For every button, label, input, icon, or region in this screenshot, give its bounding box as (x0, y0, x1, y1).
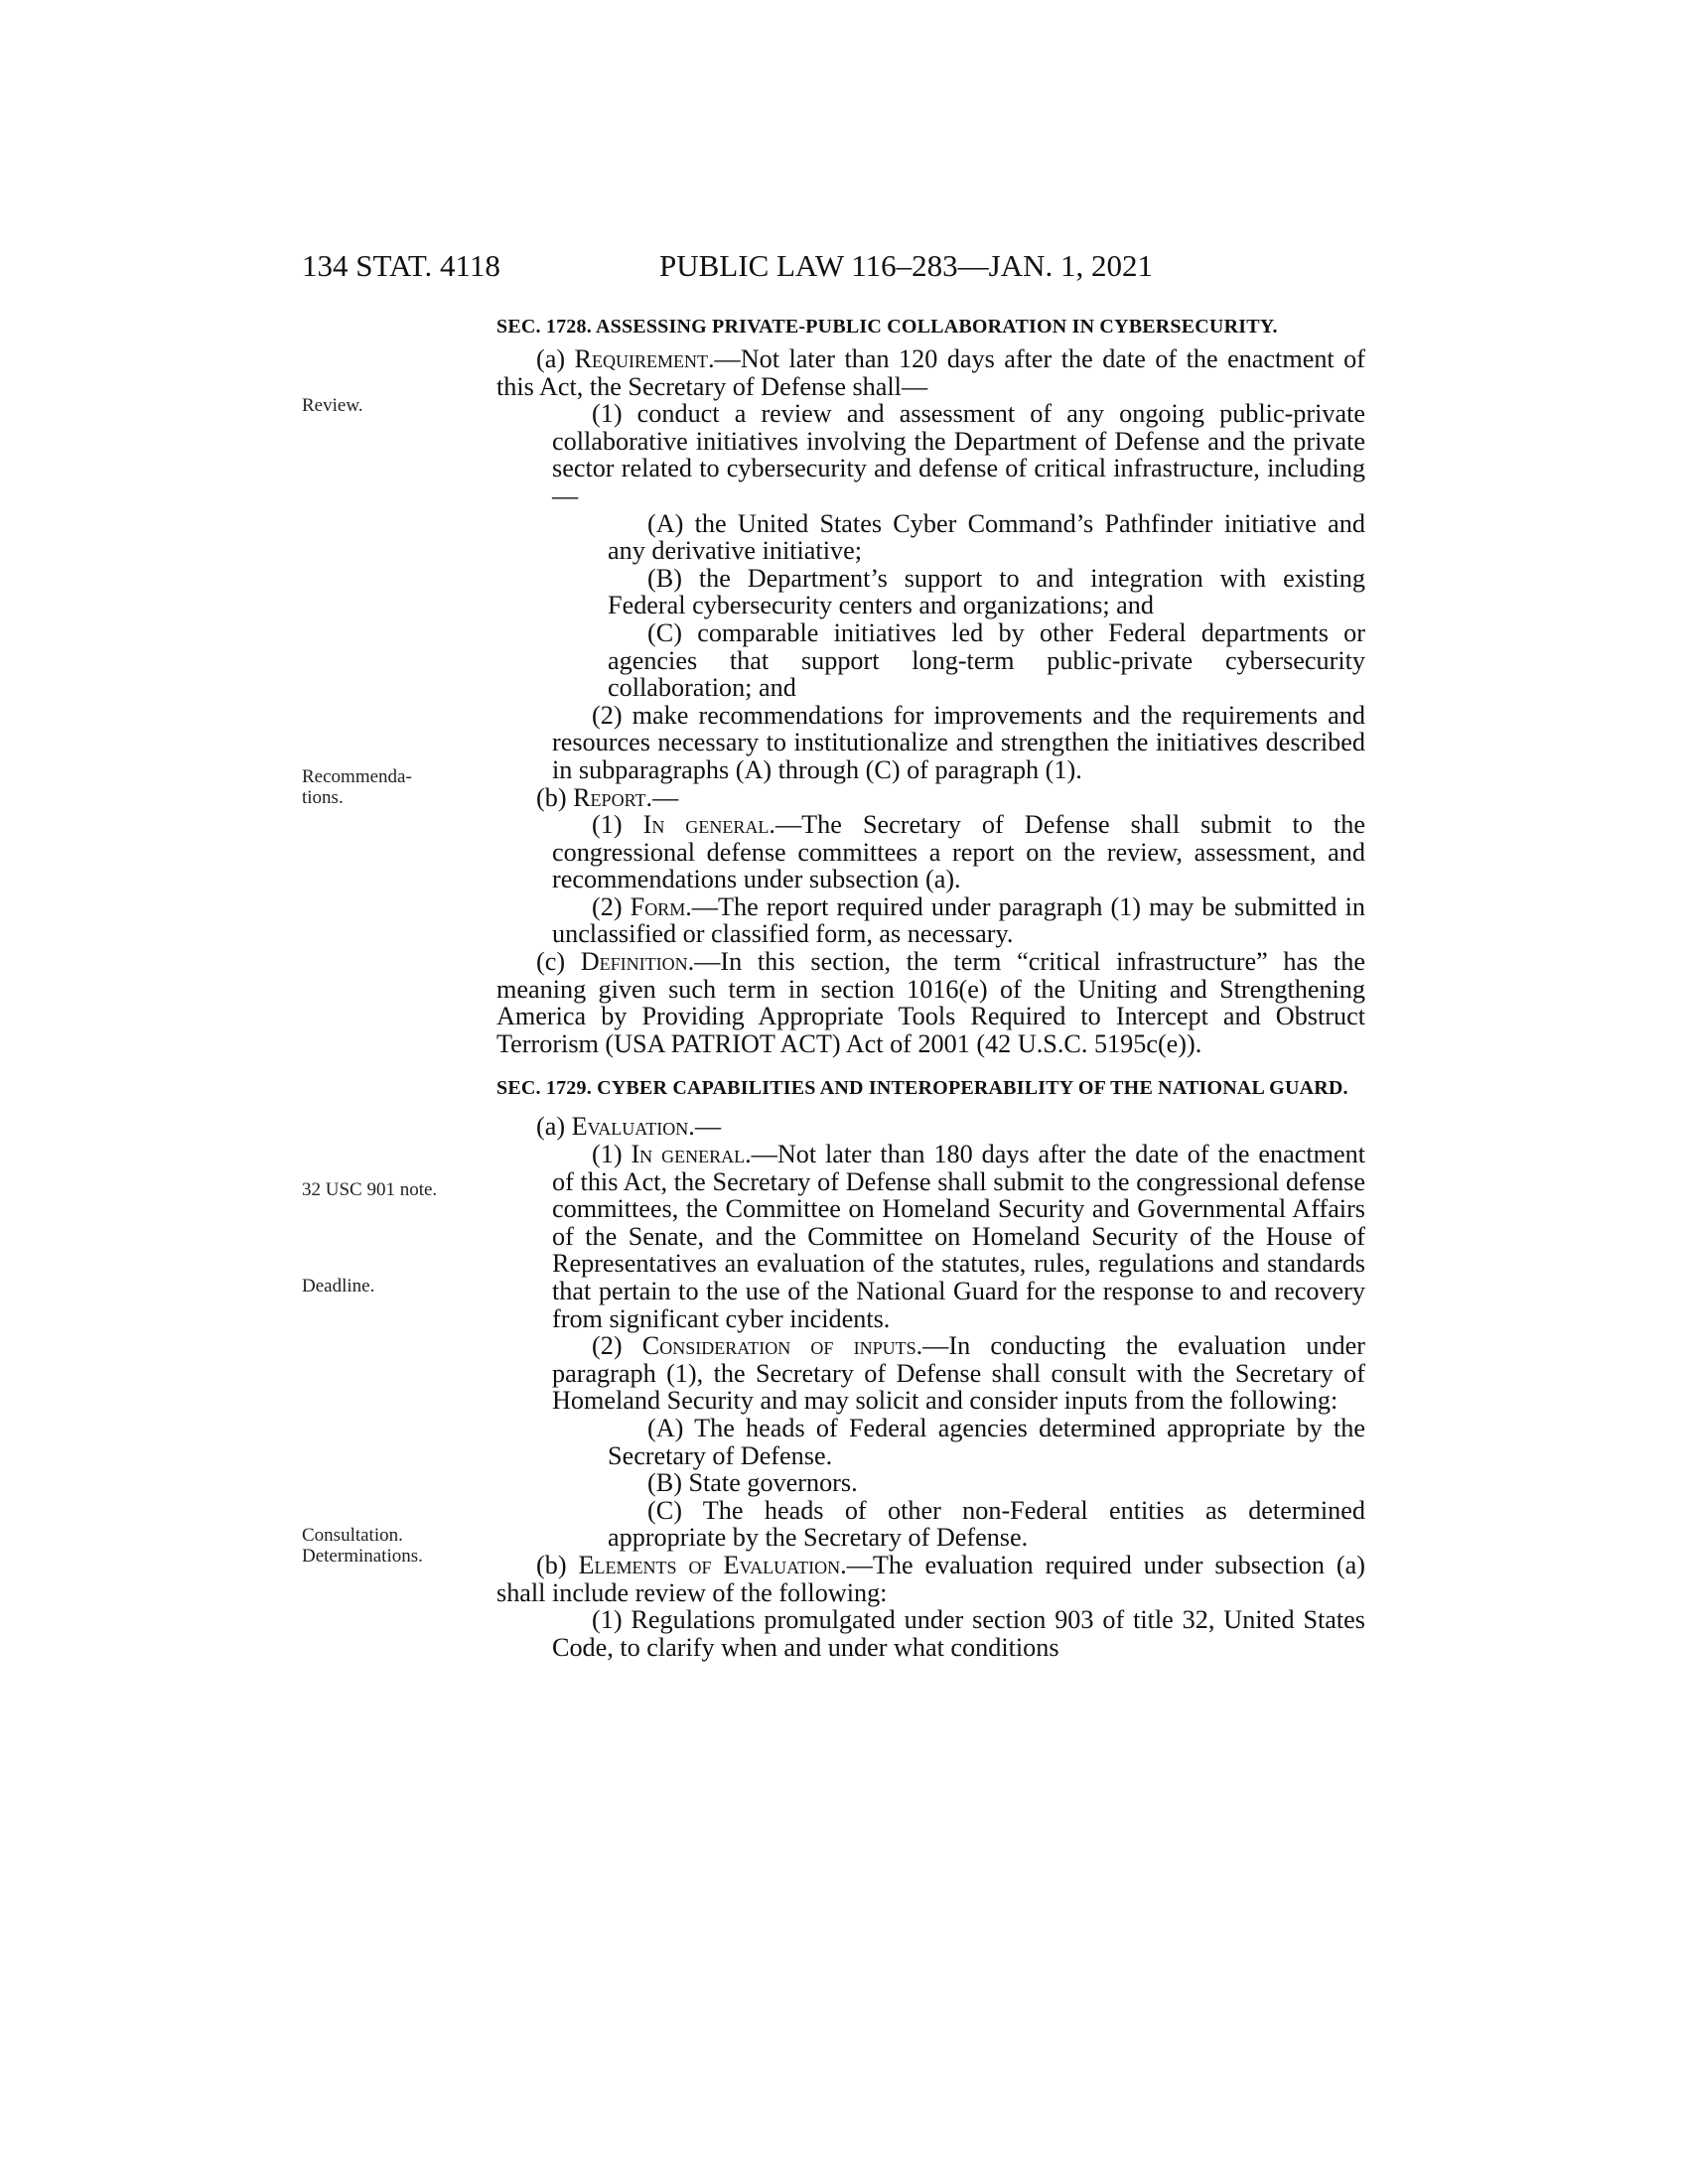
subsection-text: .— (688, 1112, 722, 1142)
paragraph-text: .—In conducting the evaluation under paragraph (1), the Secretary of Defense shall consult with the Secretary of Homeland Security and may solicit and consider inputs from the following: (552, 1331, 1365, 1416)
subsection-text: .—In this section, the term “critical infrastructure” has the meaning given such term in section 1016(e) of the Uniting and Strengthening America by Providing Appropriate Tools Required to Intercept and Obstruct Terrorism (USA PATRIOT ACT) Act of 2001 (42 U.S.C. 5195c(e)). (496, 947, 1366, 1058)
margin-note-consultation (302, 1525, 423, 1567)
paragraph-text: .—The report required under paragraph (1) may be submitted in unclassified or classified form, as necessary. (552, 891, 1365, 949)
margin-note-line: Determinations. (302, 1546, 423, 1567)
label: (1) (592, 1140, 632, 1169)
subsection-b (496, 1552, 1365, 1606)
paragraph-b2 (496, 893, 1365, 948)
label: (2) (592, 891, 631, 921)
subsection-text: .—The evaluation required under subsection (a) shall include review of the following: (496, 1550, 1365, 1607)
margin-note-line: Recommenda- (302, 766, 412, 787)
paragraph-b1 (496, 811, 1365, 893)
statute-body (496, 316, 1365, 1661)
stat-page-number: 134 STAT. 4118 (302, 248, 500, 283)
subparagraph-a2B: (B) State governors. (647, 1468, 858, 1498)
page-header (302, 248, 1394, 288)
subparagraph-a1C: (C) comparable initiatives led by other Federal departments or agencies that support long-term public-private cybersecurity collaboration; and (608, 617, 1365, 703)
subsection-a (496, 1113, 1365, 1141)
subsection-title: Elements of Evaluation (578, 1550, 841, 1579)
paragraph-b1: (1) Regulations promulgated under section 903 of title 32, United States Code, to clarify when and under what conditions (552, 1605, 1365, 1662)
public-law-title: PUBLIC LAW 116–283—JAN. 1, 2021 (659, 248, 1153, 283)
section-heading-1729: SEC. 1729. CYBER CAPABILITIES AND INTEROPERABILITY OF THE NATIONAL GUARD. (496, 1077, 1348, 1100)
subparagraph-a1A: (A) the United States Cyber Command’s Pathfinder initiative and any derivative initiative; (608, 508, 1365, 566)
label: (2) (592, 1331, 642, 1361)
subsection-b (496, 784, 1365, 812)
subsection-a (496, 345, 1365, 400)
paragraph-a1 (496, 1141, 1365, 1332)
paragraph-title: Consideration of inputs (641, 1331, 916, 1361)
paragraph-title: Form (630, 891, 686, 921)
paragraph-a2 (496, 1332, 1365, 1415)
subsection-text: .— (645, 782, 679, 812)
margin-note-line: tions. (302, 787, 344, 808)
margin-note-review: Review. (302, 395, 363, 416)
margin-note-usc: 32 USC 901 note. (302, 1179, 438, 1200)
margin-note-line: Consultation. (302, 1525, 403, 1546)
subsection-title: Definition (580, 947, 688, 977)
label: (b) (536, 1550, 579, 1579)
section-heading-1728: SEC. 1728. ASSESSING PRIVATE-PUBLIC COLLABORATION IN CYBERSECURITY. (496, 316, 1278, 338)
margin-note-recommendations (302, 766, 412, 808)
paragraph-text: .—The Secretary of Defense shall submit to the congressional defense committees a report on the review, assessment, and recommendations under subsection (a). (552, 810, 1365, 894)
label: (1) (592, 810, 643, 840)
margin-note-deadline: Deadline. (302, 1276, 375, 1297)
label: (a) (536, 1112, 572, 1142)
paragraph-title: In general (642, 810, 770, 840)
label: (b) (536, 782, 574, 812)
paragraph-a2: (2) make recommendations for improvements and the requirements and resources necessary to institutionalize and strengthen the initiatives described in subparagraphs (A) through (C) of paragraph (1). (552, 700, 1365, 784)
subparagraph-a1B: (B) the Department’s support to and integration with existing Federal cybersecurity centers and organizations; and (608, 563, 1365, 620)
label: (c) (536, 947, 581, 977)
subsection-text: .—Not later than 120 days after the date of the enactment of this Act, the Secretary of Defense shall— (496, 344, 1365, 401)
subsection-c (496, 948, 1365, 1057)
paragraph-a1: (1) conduct a review and assessment of any ongoing public-private collaborative initiatives involving the Department of Defense and the private sector related to cybersecurity and defense of critical infrastructure, including— (552, 399, 1365, 510)
subsection-title: Requirement (574, 344, 708, 373)
subparagraph-a2A: (A) The heads of Federal agencies determined appropriate by the Secretary of Defense. (608, 1413, 1365, 1470)
paragraph-title: In general (631, 1140, 746, 1169)
subsection-title: Evaluation (571, 1112, 689, 1142)
paragraph-text: .—Not later than 180 days after the date of the enactment of this Act, the Secretary of Defense shall submit to the congressional defense committees, the Committee on Homeland Security and Governmental Affairs of the Senate, and the Committee on Homeland Security of the House of Representatives an evaluation of the statutes, rules, regulations and standards that pertain to the use of the National Guard for the response to and recovery from significant cyber incidents. (552, 1140, 1365, 1333)
label: (a) (536, 344, 575, 373)
subparagraph-a2C: (C) The heads of other non-Federal entities as determined appropriate by the Secretary of Defense. (608, 1495, 1365, 1553)
subsection-title: Report (573, 782, 646, 812)
